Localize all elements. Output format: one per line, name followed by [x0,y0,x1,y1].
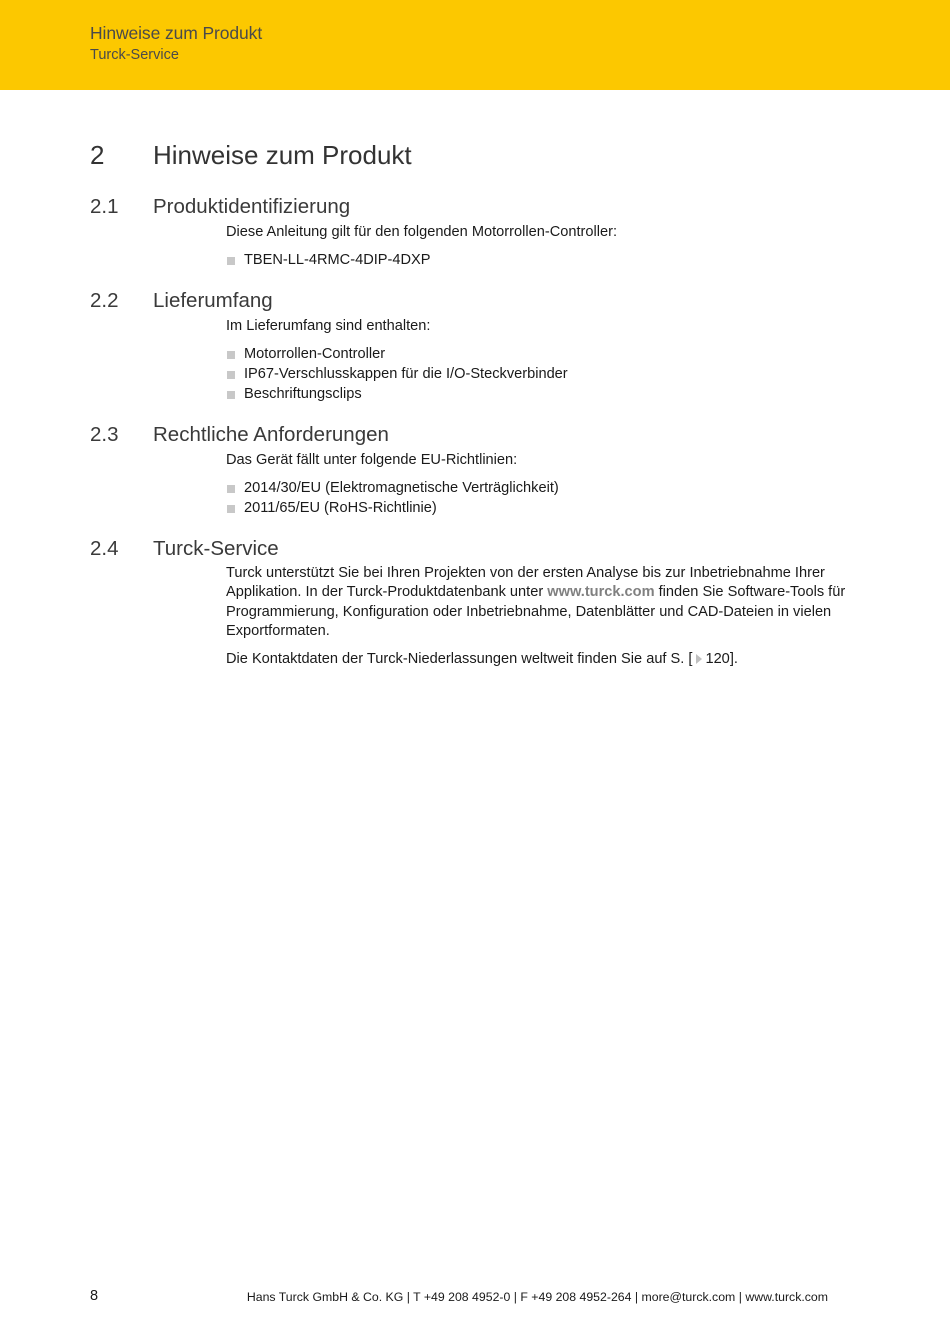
page-number: 8 [90,1288,99,1304]
chapter-title: Hinweise zum Produkt [153,140,412,170]
product-list [226,251,431,271]
section-title: Lieferumfang [153,289,273,312]
section-number: 2.3 [90,423,119,446]
bullet-square-icon [227,257,235,265]
running-header-subtitle: Turck-Service [90,47,179,63]
eu-directives-list [226,479,559,519]
bullet-square-icon [227,505,235,513]
section-intro: Das Gerät fällt unter folgende EU-Richtlinien: [226,452,518,468]
section-number: 2.1 [90,195,119,218]
header-band [0,0,950,90]
list-item: IP67-Verschlusskappen für die I/O-Steckverbinder [226,365,568,385]
section-title: Rechtliche Anforderungen [153,423,389,446]
list-item: 2011/65/EU (RoHS-Richtlinie) [226,499,559,519]
bullet-square-icon [227,351,235,359]
turck-website-link[interactable]: www.turck.com [547,584,655,601]
page-reference-arrow-icon[interactable] [696,654,702,664]
section-title: Turck-Service [153,537,279,560]
footer-contact: Hans Turck GmbH & Co. KG | T +49 208 4952-0 | F +49 208 4952-264 | more@turck.com | www.turck.com [246,1290,828,1304]
section-number: 2.4 [90,537,119,560]
bullet-square-icon [227,485,235,493]
section-number: 2.2 [90,289,119,312]
page-reference-link[interactable]: 120 [705,651,730,667]
scope-of-delivery-list [226,345,568,404]
list-item: Motorrollen-Controller [226,345,568,365]
list-item: TBEN-LL-4RMC-4DIP-4DXP [226,251,431,271]
section-title: Produktidentifizierung [153,195,351,218]
contact-paragraph: Die Kontaktdaten der Turck-Niederlassungen weltweit finden Sie auf S. [ 120]. [226,651,738,667]
service-paragraph: Turck unterstützt Sie bei Ihren Projekten von der ersten Analyse bis zur Inbetriebnahme Ihrer Applikation. In der Turck-Produktdatenbank unter www.turck.com finden Sie Software-Tools für Programmierung, Konfiguration oder Inbetriebnahme, Datenblätter und CAD-Dateien in vielen Exportformaten. [226,565,846,639]
section-intro: Diese Anleitung gilt für den folgenden Motorrollen-Controller: [226,224,618,240]
running-header-title: Hinweise zum Produkt [90,23,263,43]
list-item: Beschriftungsclips [226,385,568,405]
bullet-square-icon [227,371,235,379]
chapter-number: 2 [90,140,105,170]
list-item: 2014/30/EU (Elektromagnetische Verträglichkeit) [226,479,559,499]
bullet-square-icon [227,391,235,399]
section-intro: Im Lieferumfang sind enthalten: [226,318,431,334]
